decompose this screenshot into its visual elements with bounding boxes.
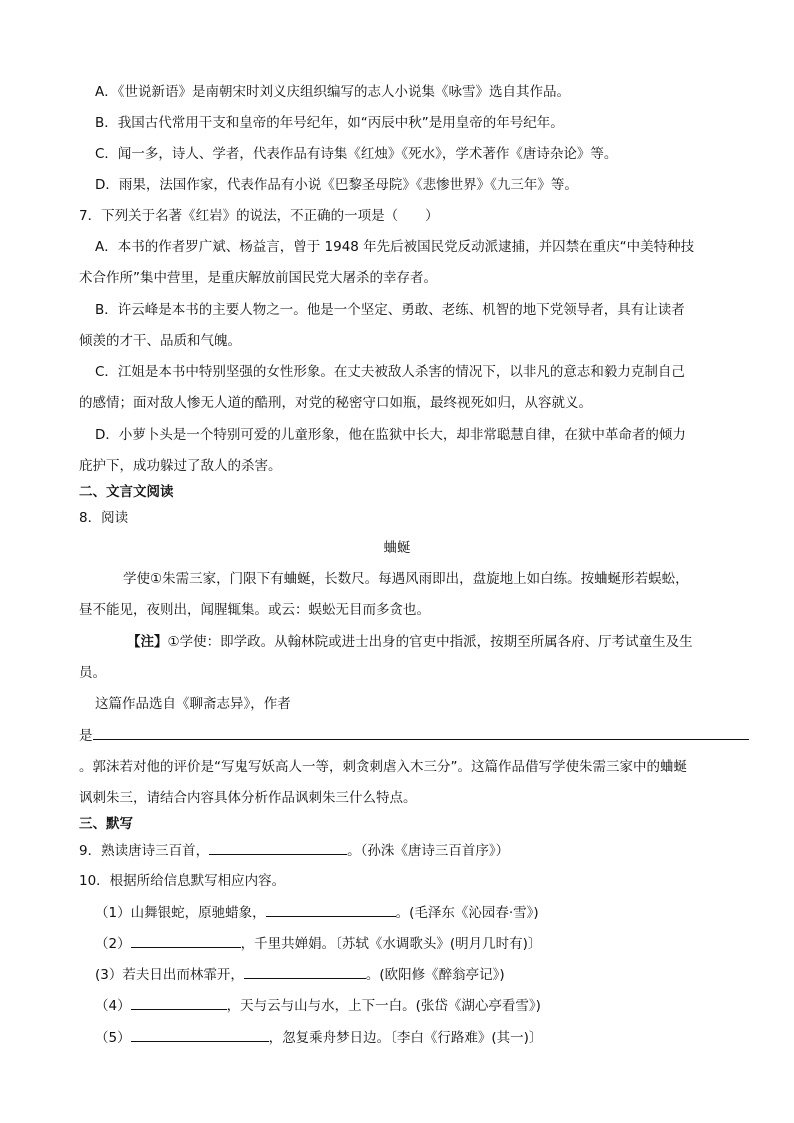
q10-item-1-blank[interactable] (266, 902, 396, 917)
section-heading-classical-reading: 二、文言文阅读 (79, 484, 174, 500)
q10-item-2 (95, 933, 541, 954)
q10-item-5-suffix: ，忽复乘舟梦日边。〔李白《行路难》(其一)〕 (268, 1030, 543, 1046)
q10-item-1-prefix: （1）山舞银蛇，原驰蜡象， (95, 905, 266, 921)
q10-item-1-suffix: 。(毛泽东《沁园春·雪》) (395, 905, 539, 921)
q7-option-d-line2: 庇护下，成功躲过了敌人的杀害。 (79, 458, 282, 474)
q8-question-line-3: 。郭沫若对他的评价是“写鬼写妖高人一等，刺贪刺虐入木三分”。这篇作品借写学使朱需三家中的蛐蜒 (79, 759, 687, 775)
q7-option-c-line2: 的感情；面对敌人惨无人道的酷刑，对党的秘密守口如瓶，最终视死如归，从容就义。 (79, 395, 592, 411)
q9-prefix: 9．熟读唐诗三百首， (79, 843, 210, 859)
q7-option-d-line1: D．小萝卜头是一个特别可爱的儿童形象，他在监狱中长大，却非常聪慧自律，在狱中革命者的倾力 (95, 427, 686, 443)
q6-option-d: D．雨果，法国作家，代表作品有小说《巴黎圣母院》《悲惨世界》《九三年》等。 (95, 177, 578, 193)
passage-note-line-1 (127, 632, 693, 652)
q10-item-4-suffix: ，天与云与山与水，上下一白。(张岱《湖心亭看雪》) (226, 998, 541, 1014)
q10-item-4-blank[interactable] (131, 995, 227, 1010)
section-heading-dictation: 三、默写 (79, 816, 133, 832)
q10-item-5-blank[interactable] (131, 1027, 269, 1042)
q10-item-2-prefix: （2） (95, 936, 131, 952)
note-text: ①学使：即学政。从翰林院或进士出身的官吏中指派，按期至所属各府、厅考试童生及生 (167, 634, 693, 650)
q6-option-c: C．闻一多，诗人、学者，代表作品有诗集《红烛》《死水》，学术著作《唐诗杂论》等。 (95, 146, 618, 162)
q7-stem: 7．下列关于名著《红岩》的说法，不正确的一项是（ ） (79, 208, 439, 224)
q10-item-3-blank[interactable] (244, 964, 366, 979)
q7-option-a-line2: 术合作所”集中营里，是重庆解放前国民党大屠杀的幸存者。 (79, 270, 437, 286)
q10-item-4 (95, 995, 541, 1016)
q8-label: 8．阅读 (79, 510, 129, 526)
q7-option-a-line1: A．本书的作者罗广斌、杨益言，曾于 1948 年先后被国民党反动派逮捕，并囚禁在重庆“中美特种技 (95, 239, 695, 255)
q9-suffix: 。（孙洙《唐诗三百首序》） (347, 843, 510, 859)
q10-item-4-prefix: （4） (95, 998, 131, 1014)
q6-option-b: B．我国古代常用干支和皇帝的年号纪年，如“丙辰中秋”是用皇帝的年号纪年。 (95, 115, 564, 131)
q10-item-2-suffix: ，千里共婵娟。〔苏轼《水调歌头》(明月几时有)〕 (240, 936, 542, 952)
q8-question-is: 是 (79, 728, 93, 744)
q7-option-b-line1: B．许云峰是本书的主要人物之一。他是一个坚定、勇敢、老练、机智的地下党领导者，具有让读者 (95, 302, 685, 318)
passage-line-1: 学使①朱需三家，门限下有蛐蜒，长数尺。每遇风雨即出，盘旋地上如白练。按蛐蜒形若蜈蚣， (123, 571, 689, 587)
q8-author-blank[interactable] (93, 725, 749, 740)
q10-item-3-suffix: 。(欧阳修《醉翁亭记》) (365, 967, 505, 983)
note-label: 【注】 (127, 634, 168, 650)
passage-line-2: 昼不能见，夜则出，闻腥辄集。或云：蜈蚣无目而多贪也。 (79, 602, 430, 618)
q9-blank[interactable] (209, 840, 347, 855)
q10-item-1 (95, 902, 539, 923)
passage-note-line-2: 员。 (79, 665, 106, 681)
q10-item-3-prefix: (3）若夫日出而林霏开， (95, 967, 244, 983)
passage-title: 蛐蜒 (383, 540, 411, 556)
q10-stem: 10．根据所给信息默写相应内容。 (79, 873, 286, 889)
q10-item-2-blank[interactable] (131, 933, 241, 948)
q10-item-5-prefix: （5） (95, 1030, 131, 1046)
q8-question-line-1: 这篇作品选自《聊斋志异》，作者 (95, 696, 291, 712)
q8-question-line-4: 讽刺朱三，请结合内容具体分析作品讽刺朱三什么特点。 (79, 790, 417, 806)
q7-option-c-line1: C．江姐是本书中特别坚强的女性形象。在丈夫被敌人杀害的情况下，以非凡的意志和毅力克制自己 (95, 364, 685, 380)
q10-item-3 (95, 964, 505, 985)
q9-line (79, 840, 509, 861)
q10-item-5 (95, 1027, 542, 1048)
q8-question-line-2 (79, 725, 749, 746)
q7-option-b-line2: 倾羡的才干、品质和气魄。 (79, 333, 241, 349)
q6-option-a: A．《世说新语》是南朝宋时刘义庆组织编写的志人小说集《咏雪》选自其作品。 (95, 84, 570, 100)
